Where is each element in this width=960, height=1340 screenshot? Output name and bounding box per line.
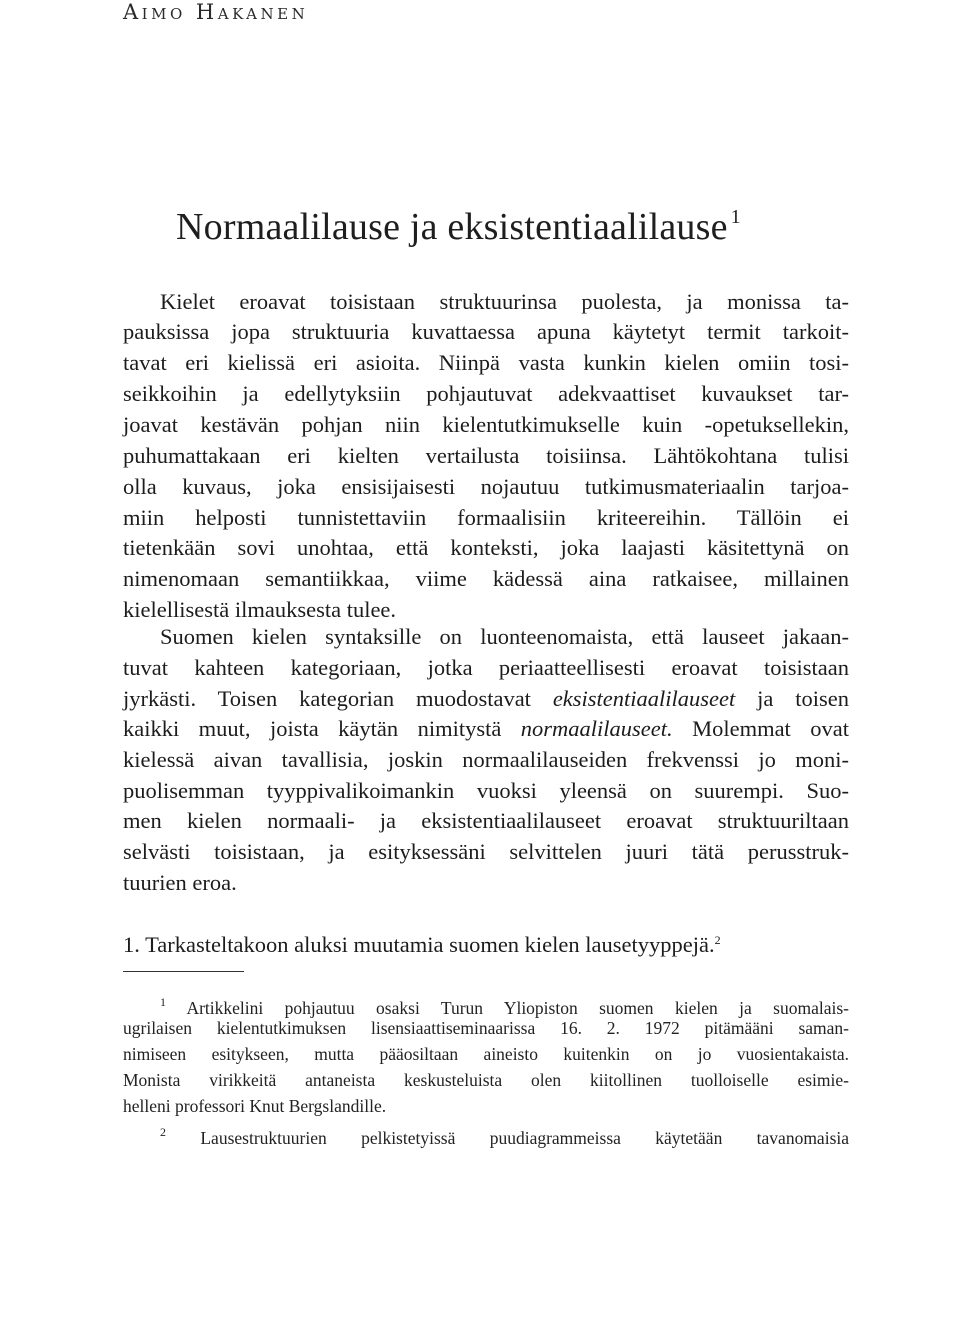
footnote-line: nimiseen esitykseen, mutta pääosiltaan aineisto kuitenkin on jo vuosientakaista. [123,1044,849,1064]
text-line: puolisemman tyyppivalikoimankin vuoksi yleensä on suurempi. Suo- [123,778,849,803]
section-1-text: 1. Tarkasteltakoon aluksi muutamia suomen kielen lausetyyppejä. [123,932,715,957]
text-line: selvästi toisistaan, ja esityksessäni selvittelen juuri tätä perusstruk- [123,839,849,864]
article-title [176,205,741,249]
text-line: Suomen kielen syntaksille on luonteenomaista, että lauseet jakaan- [160,624,849,649]
text-line: nimenomaan semantiikkaa, viime kädessä aina ratkaisee, millainen [123,566,849,591]
article-title-text: Normaalilause ja eksistentiaalilause [176,206,728,248]
text-line: kielellisestä ilmauksesta tulee. [123,597,397,622]
text-line: tietenkään sovi unohtaa, että konteksti, joka laajasti käsitettynä on [123,535,849,560]
text-line: tuvat kahteen kategoriaan, jotka periaatteellisesti eroavat toisistaan [123,655,849,680]
text-line: pauksissa jopa struktuuria kuvattaessa apuna käytetyt termit tarkoit- [123,319,849,344]
text-line: miin helposti tunnistettaviin formaalisiin kriteereihin. Tällöin ei [123,505,849,530]
text-line: kielessä aivan tavallisia, joskin normaalilauseiden frekvenssi jo moni- [123,747,849,772]
footnote-text: Artikkelini pohjautuu osaksi Turun Yliopiston suomen kielen ja suomalais- [186,998,849,1018]
text-line: joavat kestävän pohjan niin kielentutkimukselle kuin -opetuksellekin, [123,412,849,437]
text-line: seikkoihin ja edellytyksiin pohjautuvat adekvaattiset kuvaukset tar- [123,381,849,406]
footnote-line [123,1119,849,1151]
text-line [123,684,849,714]
text-span: jyrkästi. Toisen kategorian muodostavat [123,686,553,711]
text-line: men kielen normaali- ja eksistentiaalilauseet eroavat struktuuriltaan [123,808,849,833]
footnote-line: Monista virikkeitä antaneista keskusteluista olen kiitollinen tuolloiselle esimie- [123,1070,849,1090]
footnote-line: ugrilaisen kielentutkimuksen lisensiaattiseminaarissa 16. 2. 1972 pitämääni saman- [123,1018,849,1038]
text-line: puhumattakaan eri kielten vertailusta toisiinsa. Lähtökohtana tulisi [123,443,849,468]
text-line: olla kuvaus, joka ensisijaisesti nojautuu tutkimusmateriaalin tarjoa- [123,474,849,499]
footnote-mark: 1 [160,995,166,1009]
section-1-line [123,925,721,960]
text-line: tavat eri kielissä eri asioita. Niinpä vasta kunkin kielen omiin tosi- [123,350,849,375]
title-footnote-mark: 1 [730,206,741,228]
footnote-mark: 2 [160,1125,166,1139]
term-eksistentiaalilauseet: eksistentiaalilauseet [552,686,736,711]
footnote-line: helleni professori Knut Bergslandille. [123,1096,387,1116]
footnote-separator [123,971,244,972]
footnote-text: Lausestruktuurien pelkistetyissä puudiagrammeissa käytetään tavanomaisia [200,1128,850,1148]
term-normaalilauseet: normaalilauseet. [520,716,673,741]
text-span: Molemmat ovat [672,716,849,741]
running-head-author: Aimo Hakanen [123,0,309,24]
footnote-ref-2: 2 [714,933,721,947]
text-line [123,714,849,744]
text-span: kaikki muut, joista käytän nimitystä [123,716,521,741]
text-span: ja toisen [735,686,850,711]
text-line: tuurien eroa. [123,870,237,895]
text-line: Kielet eroavat toisistaan struktuurinsa puolesta, ja monissa ta- [160,289,849,314]
